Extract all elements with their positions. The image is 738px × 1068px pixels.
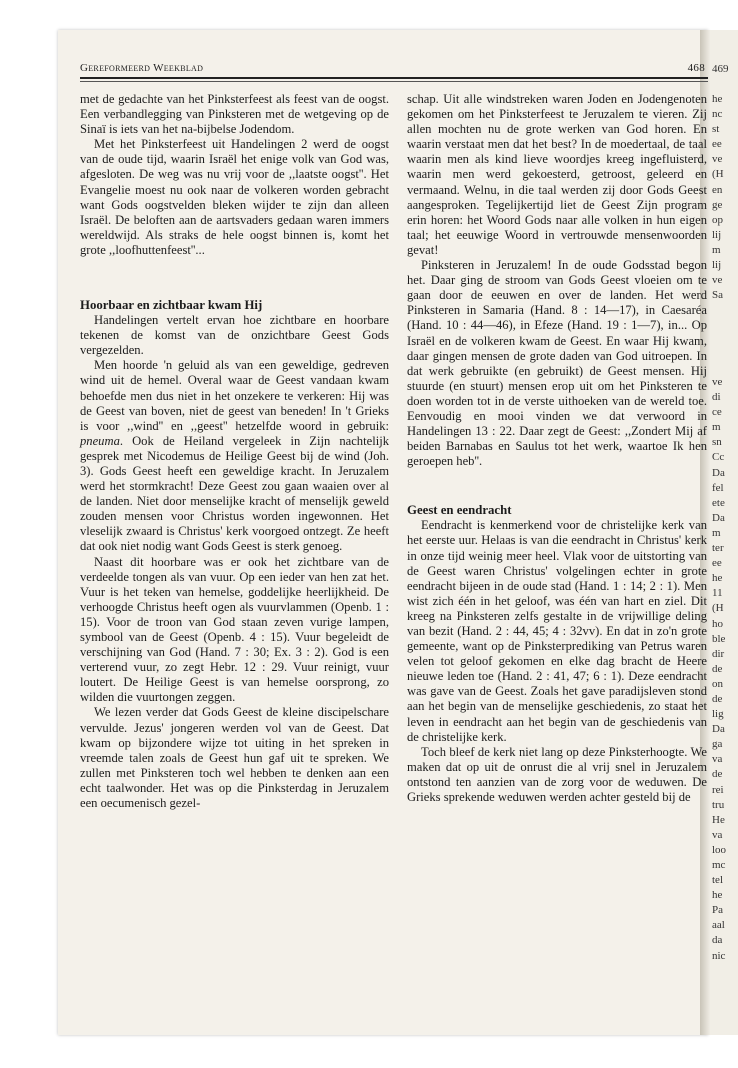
edge-line-fragment: (H [712, 602, 724, 615]
edge-line-fragment: on [712, 677, 723, 690]
paragraph: Naast dit hoorbare was er ook het zichtbare van de verdeelde tongen als van vuur. Op een ieder van hen zat het. Vuur is het teken van hemelse, goddelijke heerlijkheid. De verhoogde Christus heeft ogen als vuurvlammen (Openb. 1 : 15). Voor de troon van God staan zeven vurige lampen, symbool van de Geest (Openb. 4 : 15). Vuur begeleidt de verschijning van God (Hand. 7 : 30; Ex. 3 : 2). God is een verterend vuur, zo zegt Hebr. 12 : 29. Vuur reinigt, vuur loutert. De Heilige Geest is van hemelse oorsprong, zo wilden die vuurtongen zeggen. [80, 554, 389, 705]
edge-line-fragment: nc [712, 108, 723, 121]
greek-term: pneuma [80, 433, 120, 448]
paragraph: Met het Pinksterfeest uit Handelingen 2 werd de oogst van de oude tijd, waarin Israël het enige volk van God was, afgesloten. De weg was nu vrij voor de ,,laatste oogst''. Het Evangelie moest nu ook naar de volkeren worden gebracht want Gods oogstvelden bleken wijder te zijn dan alleen Israël. De beloften aan de aartsvaders gedaan waren immers wereldwijd. Als straks de hele oogst binnen is, komt het grote ,,loofhuttenfeest''... [80, 137, 389, 257]
edge-line-fragment: ge [712, 198, 723, 211]
header-rule-thick [80, 77, 708, 79]
edge-line-fragment: Da [712, 723, 725, 736]
edge-line-fragment: fel [712, 481, 724, 494]
edge-line-fragment: op [712, 213, 723, 226]
edge-line-fragment: m [712, 243, 721, 256]
edge-line-fragment: sn [712, 436, 722, 449]
edge-line-fragment: va [712, 828, 723, 841]
paragraph: Handelingen vertelt ervan hoe zichtbare en hoorbare tekenen de komst van de onzichtbare Geest Gods vergezelden. [80, 313, 389, 358]
edge-line-fragment: ter [712, 542, 724, 555]
section-heading: Geest en eendracht [407, 503, 512, 518]
paragraph: Toch bleef de kerk niet lang op deze Pinksterhoogte. We maken dat op uit de onrust die al vrij snel in Jeruzalem ontstond ten aanzien van de zorg voor de weduwen. De Grieks sprekende weduwen werden achter gesteld bij de [407, 744, 707, 805]
edge-line-fragment: nic [712, 949, 726, 962]
edge-line-fragment: ce [712, 406, 722, 419]
edge-line-fragment: ho [712, 617, 723, 630]
column-spacer [407, 469, 707, 503]
edge-line-fragment: he [712, 572, 723, 585]
edge-line-fragment: Da [712, 466, 725, 479]
column-spacer [80, 258, 389, 298]
page-header [80, 62, 708, 76]
text-run: Men hoorde 'n geluid als van een geweldige, gedreven wind uit de hemel. Overal waar de Geest vandaan kwam behoefde men dus niet in het onzekere te verkeren: Hij was de Geest van boven, niet de geest van beneden! In 't Grieks is voor ,,wind'' en ,,geest'' hetzelfde woord in gebruik: [80, 358, 389, 433]
edge-line-fragment: di [712, 391, 721, 404]
paragraph: met de gedachte van het Pinksterfeest als feest van de oogst. Een verbandlegging van Pinksteren met de wetgeving op de Sinaï is iets van het na-bijbelse Jodendom. [80, 92, 389, 137]
paragraph: We lezen verder dat Gods Geest de kleine discipelschare vervulde. Jezus' jongeren werden vol van de Geest. Dat kwam op bijzondere wijze tot uiting in het spreken in vreemde talen zoals de Geest hun gaf uit te spreken. We zullen met Pinksteren toch wel hebben te denken aan een echt taalwonder. Het was op die Pinksterdag in Jeruzalem een oecumenisch gezel- [80, 705, 389, 811]
header-rule-thin [80, 81, 708, 82]
edge-line-fragment: aal [712, 919, 725, 932]
edge-line-fragment: he [712, 889, 723, 902]
edge-line-fragment: de [712, 692, 723, 705]
edge-line-fragment: lij [712, 259, 722, 272]
edge-line-fragment: Da [712, 511, 725, 524]
next-page-text-fragment-2 [712, 375, 738, 964]
edge-line-fragment: st [712, 123, 720, 136]
edge-line-fragment: ee [712, 557, 722, 570]
edge-line-fragment: ble [712, 632, 726, 645]
paragraph [80, 358, 389, 554]
edge-line-fragment: tru [712, 798, 725, 811]
edge-line-fragment: Sa [712, 289, 723, 302]
right-column [407, 92, 707, 805]
edge-line-fragment: en [712, 183, 723, 196]
edge-line-fragment: lig [712, 708, 724, 721]
edge-line-fragment: de [712, 662, 723, 675]
paragraph: Eendracht is kenmerkend voor de christelijke kerk van het eerste uur. Helaas is van die eendracht in Christus' kerk in onze tijd weinig meer heel. Vlak voor de uitstorting van de Geest waren Christus' volgelingen echter in grote eendracht bijeen in de oude stad (Hand. 1 : 14; 2 : 1). Men wist zich één in het geloof, was één van hart en ziel. Dit kreeg na Pinksteren zelfs gestalte in de vrijwillige deling van bezit (Hand. 2 : 44, 45; 4 : 32vv). En dat in zo'n grote gemeente, want op de Pinksterprediking van Petrus waren velen tot geloof gekomen en elke dag bracht de Heere nieuwe leden toe (Hand. 2 : 41, 47; 6 : 1). Deze eendracht was gave van de Geest. Zoals het gave paradijsleven stond aan het begin van de menselijke geschiedenis, zo staat het leven in eendracht aan het begin van de geschiedenis van de christelijke kerk. [407, 518, 707, 744]
edge-line-fragment: 11 [712, 587, 723, 600]
edge-line-fragment: he [712, 93, 723, 105]
edge-line-fragment: ee [712, 138, 722, 151]
edge-line-fragment: ve [712, 376, 723, 388]
edge-line-fragment: m [712, 526, 721, 539]
edge-line-fragment: (H [712, 168, 724, 181]
edge-line-fragment: ve [712, 153, 723, 166]
edge-line-fragment: loo [712, 843, 727, 856]
section-heading: Hoorbaar en zichtbaar kwam Hij [80, 298, 263, 313]
edge-line-fragment: Cc [712, 451, 725, 464]
edge-line-fragment: ve [712, 274, 723, 287]
publication-title: Gereformeerd Weekblad [80, 62, 204, 74]
paragraph: schap. Uit alle windstreken waren Joden en Jodengenoten gekomen om het Pinksterfeest te Jeruzalem te vieren. Zij allen mochten nu de grote werken van God horen. En waarin verstaat men dat het best? In de moedertaal, de taal waarin men als kind lieve woordjes kreeg ingefluisterd, waarin men werd gekoesterd, getroost, geleerd en vermaand. Welnu, in die taal werden zij door Gods Geest aangesproken. Tegelijkertijd liet de Geest Zijn program erin horen: het Woord Gods naar alle volken in hun eigen taal; het eeuwige Woord in vertrouwde mensenwoorden gevat! [407, 92, 707, 257]
edge-line-fragment: va [712, 753, 723, 766]
edge-line-fragment: da [712, 934, 723, 947]
paragraph: Pinksteren in Jeruzalem! In de oude Godsstad begon het. Daar ging de stroom van Gods Geest vloeien om te gaan door de eeuwen en over de landen. Het werd Pinksteren in Samaria (Hand. 8 : 14—17), in Caesaréa (Hand. 10 : 44—46), in Efeze (Hand. 19 : 1—7), in... Op Israël en de volkeren kwam de Geest. En waar Hij kwam, daar gingen mensen de grote daden van God uitroepen. In dat werk gebruikte (en gebruikt) de Geest mensen. Hij stuurde (en stuurt) mensen erop uit om het Pinksteren te doen worden tot in de verste uithoeken van de wereld toe. Eenvoudig en mooi vinden we dat verwoord in Handelingen 13 : 22. Daar zegt de Geest: ,,Zondert Mij af beiden Barnabas en Saulus tot het werk, waartoe Ik hen geroepen heb''. [407, 258, 707, 469]
edge-line-fragment: ete [712, 496, 725, 509]
page-number: 468 [687, 62, 705, 74]
text-run: . Ook de Heiland vergeleek in Zijn nachtelijk gesprek met Nicodemus de Heilige Geest bij de wind (Joh. 3). Gods Geest heeft een geweldige kracht. In Jeruzalem werd het stormkracht! Deze Geest zou gaan waaien over al de landen. Niet door menselijke kracht of menselijk geweld zouden mensen voor Christus worden ingewonnen. Het vleselijk zwaard is Christus' kerk voorgoed ontzegt. Ze heeft dat ook niet nodig want Gods Geest is sterk genoeg. [80, 433, 389, 554]
edge-line-fragment: Pa [712, 904, 723, 917]
next-page-text-fragment-1 [712, 92, 738, 303]
edge-line-fragment: m [712, 421, 721, 434]
edge-line-fragment: tel [712, 874, 723, 887]
edge-line-fragment: mc [712, 859, 726, 871]
left-column [80, 92, 389, 811]
edge-line-fragment: He [712, 813, 725, 826]
next-page-number: 469 [712, 63, 729, 75]
edge-line-fragment: ga [712, 738, 723, 751]
edge-line-fragment: rei [712, 783, 724, 796]
edge-line-fragment: lij [712, 228, 722, 241]
edge-line-fragment: de [712, 768, 723, 781]
edge-line-fragment: dir [712, 647, 725, 660]
